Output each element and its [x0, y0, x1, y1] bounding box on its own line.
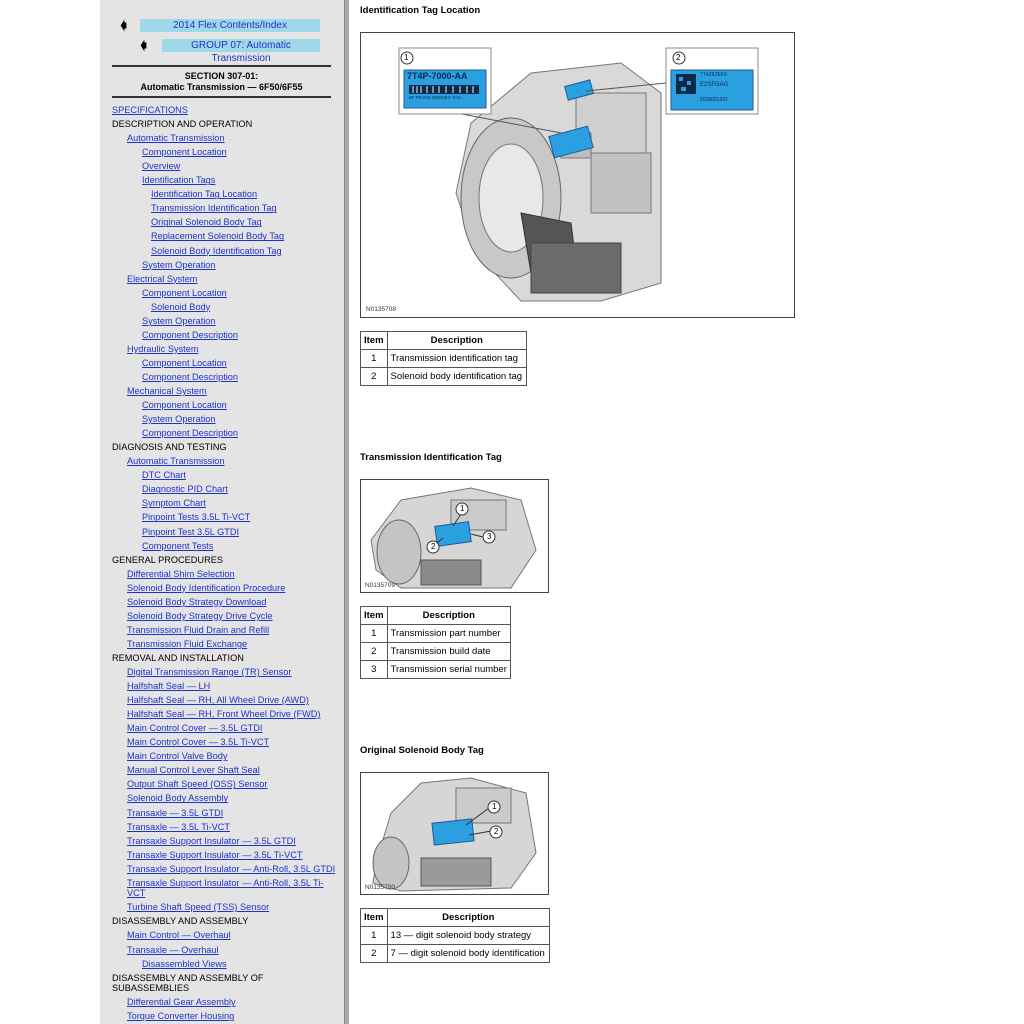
toc-link[interactable]: Manual Control Lever Shaft Seal — [127, 765, 260, 776]
table-row — [361, 368, 527, 386]
tag1-subtext: 6F TRANS 6SERIES TAG — [409, 95, 462, 100]
toc-link[interactable]: Symptom Chart — [142, 498, 206, 509]
heading-original-solenoid-body-tag: Original Solenoid Body Tag — [360, 745, 484, 756]
toc-link[interactable]: Transaxle Support Insulator — 3.5L GTDI — [127, 835, 296, 846]
toc-link[interactable]: Solenoid Body Identification Procedure — [127, 582, 286, 593]
header-item: Item — [361, 332, 388, 350]
toc-link[interactable]: Solenoid Body Strategy Drive Cycle — [127, 610, 273, 621]
toc-link[interactable]: Solenoid Body Assembly — [127, 793, 229, 804]
back-arrow-icon[interactable]: 🡀 — [140, 37, 148, 53]
toc-link[interactable]: Output Shaft Speed (OSS) Sensor — [127, 779, 268, 790]
heading-identification-tag-location: Identification Tag Location — [360, 5, 481, 16]
toc-section-heading: GENERAL PROCEDURES — [112, 554, 223, 565]
toc-link[interactable]: Solenoid Body Identification Tag — [151, 245, 282, 256]
table-row — [361, 927, 550, 945]
toc-link[interactable]: Component Description — [142, 428, 239, 439]
cell-item: 3 — [361, 661, 388, 679]
cell-description: Transmission identification tag — [387, 350, 526, 368]
tag1-part-number: 7T4P-7000-AA — [407, 71, 468, 81]
toc-link[interactable]: Component Description — [142, 371, 239, 382]
figure-identification-tag-location — [360, 32, 795, 318]
table-row — [361, 945, 550, 963]
tag2-line-2: E2SFGAG — [700, 82, 729, 88]
callout-2: 2 — [676, 53, 681, 62]
toc-link[interactable]: System Operation — [142, 315, 216, 326]
toc-link[interactable]: Component Location — [142, 400, 227, 411]
toc-link[interactable]: Main Control — Overhaul — [127, 930, 231, 941]
callout-3: 3 — [487, 532, 492, 541]
figure-code: N0135708 — [366, 306, 396, 313]
section-number: SECTION 307-01: — [184, 71, 259, 81]
toc-link[interactable]: Halfshaft Seal — LH — [127, 681, 211, 692]
toc-link[interactable]: Main Control Cover — 3.5L Ti-VCT — [127, 737, 270, 748]
cell-item: 1 — [361, 350, 388, 368]
transmission-tag-illustration — [361, 480, 548, 592]
toc-link[interactable]: System Operation — [142, 259, 216, 270]
cell-item: 2 — [361, 368, 388, 386]
toc-section-heading: DISASSEMBLY AND ASSEMBLY — [112, 916, 249, 927]
header-description: Description — [387, 332, 526, 350]
toc-link[interactable]: Transmission Fluid Drain and Refill — [127, 624, 270, 635]
toc-link[interactable]: Transmission Fluid Exchange — [127, 638, 248, 649]
table-row — [361, 643, 511, 661]
toc-link[interactable]: Transaxle Support Insulator — Anti-Roll, 3.5L GTDI — [127, 863, 336, 874]
toc-link[interactable]: Halfshaft Seal — RH, Front Wheel Drive (FWD) — [127, 709, 321, 720]
callout-1: 1 — [492, 802, 497, 811]
toc-link[interactable]: Transaxle — 3.5L Ti-VCT — [127, 821, 230, 832]
toc-link[interactable]: Transmission Identification Tag — [151, 203, 277, 214]
header-description: Description — [387, 909, 549, 927]
toc-link[interactable]: Identification Tag Location — [151, 189, 258, 200]
cell-item: 1 — [361, 625, 388, 643]
tag2-line-3: 6036001201 — [700, 97, 728, 103]
toc-section-heading: DISASSEMBLY AND ASSEMBLY OF SUBASSEMBLIES — [112, 972, 264, 994]
toc-link[interactable]: Torque Converter Housing — [127, 1011, 235, 1022]
table-header-row — [361, 332, 527, 350]
section-rule-bottom — [112, 96, 331, 98]
toc-section-heading: DESCRIPTION AND OPERATION — [112, 119, 253, 130]
header-item: Item — [361, 909, 388, 927]
toc-link[interactable]: Transaxle Support Insulator — Anti-Roll, 3.5L Ti-VCT — [127, 877, 324, 899]
toc-link[interactable]: Digital Transmission Range (TR) Sensor — [127, 667, 292, 677]
table-header-row — [361, 607, 511, 625]
toc-link[interactable]: Main Control Cover — 3.5L GTDI — [127, 723, 263, 734]
toc-link[interactable]: Mechanical System — [127, 386, 207, 396]
cell-description: 13 — digit solenoid body strategy — [387, 927, 549, 945]
toc-link[interactable]: Solenoid Body Strategy Download — [127, 596, 267, 607]
toc-link[interactable]: Identification Tags — [142, 175, 216, 186]
table-header-row — [361, 909, 550, 927]
toc-link[interactable]: Component Location — [142, 357, 227, 368]
callout-2: 2 — [431, 542, 436, 551]
toc-link[interactable]: Main Control Valve Body — [127, 751, 228, 762]
group-link[interactable]: GROUP 07: Automatic Transmission — [162, 39, 320, 52]
toc-link[interactable]: Hydraulic System — [127, 343, 199, 354]
content-pane — [360, 0, 1024, 1024]
cell-item: 2 — [361, 643, 388, 661]
toc-section-heading: REMOVAL AND INSTALLATION — [112, 652, 244, 663]
cell-item: 2 — [361, 945, 388, 963]
toc-link[interactable]: Solenoid Body — [151, 301, 211, 312]
cell-description: 7 — digit solenoid body identification — [387, 945, 549, 963]
toc-link[interactable]: Component Tests — [142, 540, 214, 551]
pane-divider[interactable] — [344, 0, 349, 1024]
toc-link[interactable]: Pinpoint Test 3.5L GTDI — [142, 526, 240, 537]
callout-1: 1 — [460, 504, 465, 513]
toc-link[interactable]: Component Description — [142, 329, 239, 340]
figure-code: N0135700 — [365, 884, 395, 891]
sidebar-toc — [100, 0, 344, 1024]
toc-link[interactable]: Differential Shim Selection — [127, 568, 235, 579]
table-identification-tags — [360, 331, 527, 386]
toc-link[interactable]: Automatic Transmission — [127, 133, 225, 144]
toc-link[interactable]: DTC Chart — [142, 470, 186, 481]
toc-section-heading: DIAGNOSIS AND TESTING — [112, 442, 227, 453]
toc-link[interactable]: SPECIFICATIONS — [112, 105, 188, 115]
cell-description: Solenoid body identification tag — [387, 368, 526, 386]
figure-original-solenoid-body-tag — [360, 772, 549, 895]
toc-link[interactable]: Component Location — [142, 287, 227, 298]
section-title — [112, 71, 331, 92]
toc-link[interactable]: Automatic Transmission — [127, 456, 225, 467]
toc-link[interactable]: Disassembled Views — [142, 958, 227, 969]
section-name: Automatic Transmission — 6F50/6F55 — [140, 81, 303, 92]
figure-transmission-identification-tag — [360, 479, 549, 593]
table-row — [361, 350, 527, 368]
toc-link[interactable]: Differential Gear Assembly — [127, 997, 236, 1008]
toc-link[interactable]: Replacement Solenoid Body Tag — [151, 231, 285, 242]
toc-link[interactable]: Original Solenoid Body Tag — [151, 217, 262, 228]
callout-2: 2 — [494, 827, 499, 836]
heading-transmission-identification-tag: Transmission Identification Tag — [360, 452, 502, 463]
header-description: Description — [387, 607, 510, 625]
solenoid-tag-illustration — [361, 773, 548, 894]
toc-link[interactable]: Overview — [142, 161, 181, 172]
contents-index-link[interactable]: 2014 Flex Contents/Index — [140, 19, 320, 32]
toc-link[interactable]: Pinpoint Tests 3.5L Ti-VCT — [142, 512, 251, 523]
cell-description: Transmission serial number — [387, 661, 510, 679]
cell-description: Transmission part number — [387, 625, 510, 643]
table-solenoid-tag — [360, 908, 550, 963]
callout-1: 1 — [404, 53, 409, 62]
toc-link[interactable]: Component Location — [142, 147, 227, 158]
toc-link[interactable]: Halfshaft Seal — RH, All Wheel Drive (AWD) — [127, 695, 309, 706]
toc-link[interactable]: Electrical System — [127, 273, 198, 284]
toc-link[interactable]: Turbine Shaft Speed (TSS) Sensor — [127, 902, 270, 913]
table-row — [361, 661, 511, 679]
header-item: Item — [361, 607, 388, 625]
toc-link[interactable]: Transaxle — 3.5L GTDI — [127, 807, 224, 818]
toc-link[interactable]: Transaxle — Overhaul — [127, 944, 219, 955]
toc-link[interactable]: Diagnostic PID Chart — [142, 484, 228, 495]
back-arrow-icon[interactable]: 🡀 — [120, 17, 128, 33]
nav-contents-row[interactable] — [120, 18, 320, 32]
cell-description: Transmission build date — [387, 643, 510, 661]
toc-link[interactable]: Transaxle Support Insulator — 3.5L Ti-VCT — [127, 849, 303, 860]
toc-link[interactable]: System Operation — [142, 414, 216, 425]
cell-item: 1 — [361, 927, 388, 945]
section-rule-top — [112, 65, 331, 67]
table-transmission-tag — [360, 606, 511, 679]
tag2-line-1: 7T4Z8ZEF0 — [700, 72, 727, 78]
figure-code: N0135709 — [365, 582, 395, 589]
table-row — [361, 625, 511, 643]
nav-group-row[interactable] — [140, 37, 320, 64]
